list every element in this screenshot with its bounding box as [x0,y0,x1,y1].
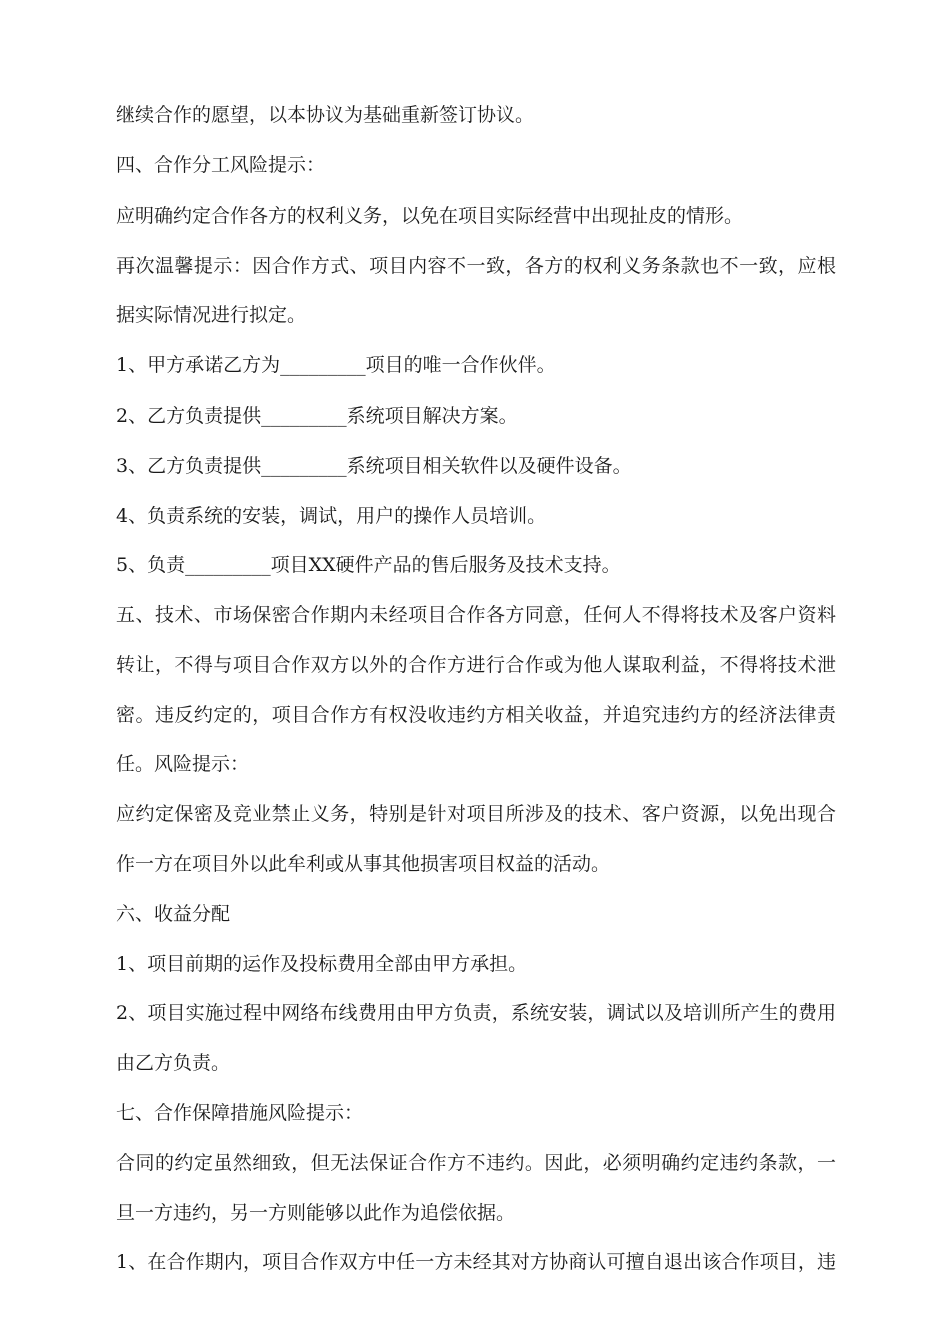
text-line: 密。违反约定的，项目合作方有权没收违约方相关收益，并追究违约方的经济法律责 [116,704,836,726]
list-item: 2、乙方负责提供_________系统项目解决方案。 [116,405,518,427]
section-heading: 七、合作保障措施风险提示： [116,1102,364,1124]
text-line: 作一方在项目外以此牟利或从事其他损害项目权益的活动。 [116,853,611,875]
text-line: 旦一方违约，另一方则能够以此作为追偿依据。 [116,1202,516,1224]
list-item: 1、甲方承诺乙方为_________项目的唯一合作伙伴。 [116,354,556,376]
list-item: 3、乙方负责提供_________系统项目相关软件以及硬件设备。 [116,455,632,477]
text-line: 应明确约定合作各方的权利义务，以免在项目实际经营中出现扯皮的情形。 [116,205,744,227]
section-heading: 五、技术、市场保密合作期内未经项目合作各方同意，任何人不得将技术及客户资料 [116,604,836,626]
text-line: 任。风险提示： [116,753,250,775]
list-item: 1、项目前期的运作及投标费用全部由甲方承担。 [116,953,528,975]
section-heading: 六、收益分配 [116,903,231,925]
text-line: 转让，不得与项目合作双方以外的合作方进行合作或为他人谋取利益，不得将技术泄 [116,654,836,676]
list-item: 5、负责_________项目XX硬件产品的售后服务及技术支持。 [116,554,621,576]
text-line: 据实际情况进行拟定。 [116,304,307,326]
text-line: 合同的约定虽然细致，但无法保证合作方不违约。因此，必须明确约定违约条款，一 [116,1152,836,1174]
text-line: 由乙方负责。 [116,1052,231,1074]
text-line: 继续合作的愿望，以本协议为基础重新签订协议。 [116,104,535,126]
list-item: 4、负责系统的安装，调试，用户的操作人员培训。 [116,505,547,527]
text-line: 再次温馨提示：因合作方式、项目内容不一致，各方的权利义务条款也不一致，应根 [116,255,836,277]
text-line: 应约定保密及竞业禁止义务，特别是针对项目所涉及的技术、客户资源，以免出现合 [116,803,836,825]
list-item: 1、在合作期内，项目合作双方中任一方未经其对方协商认可擅自退出该合作项目，违 [116,1251,836,1273]
list-item: 2、项目实施过程中网络布线费用由甲方负责，系统安装，调试以及培训所产生的费用 [116,1002,836,1024]
section-heading: 四、合作分工风险提示： [116,154,326,176]
